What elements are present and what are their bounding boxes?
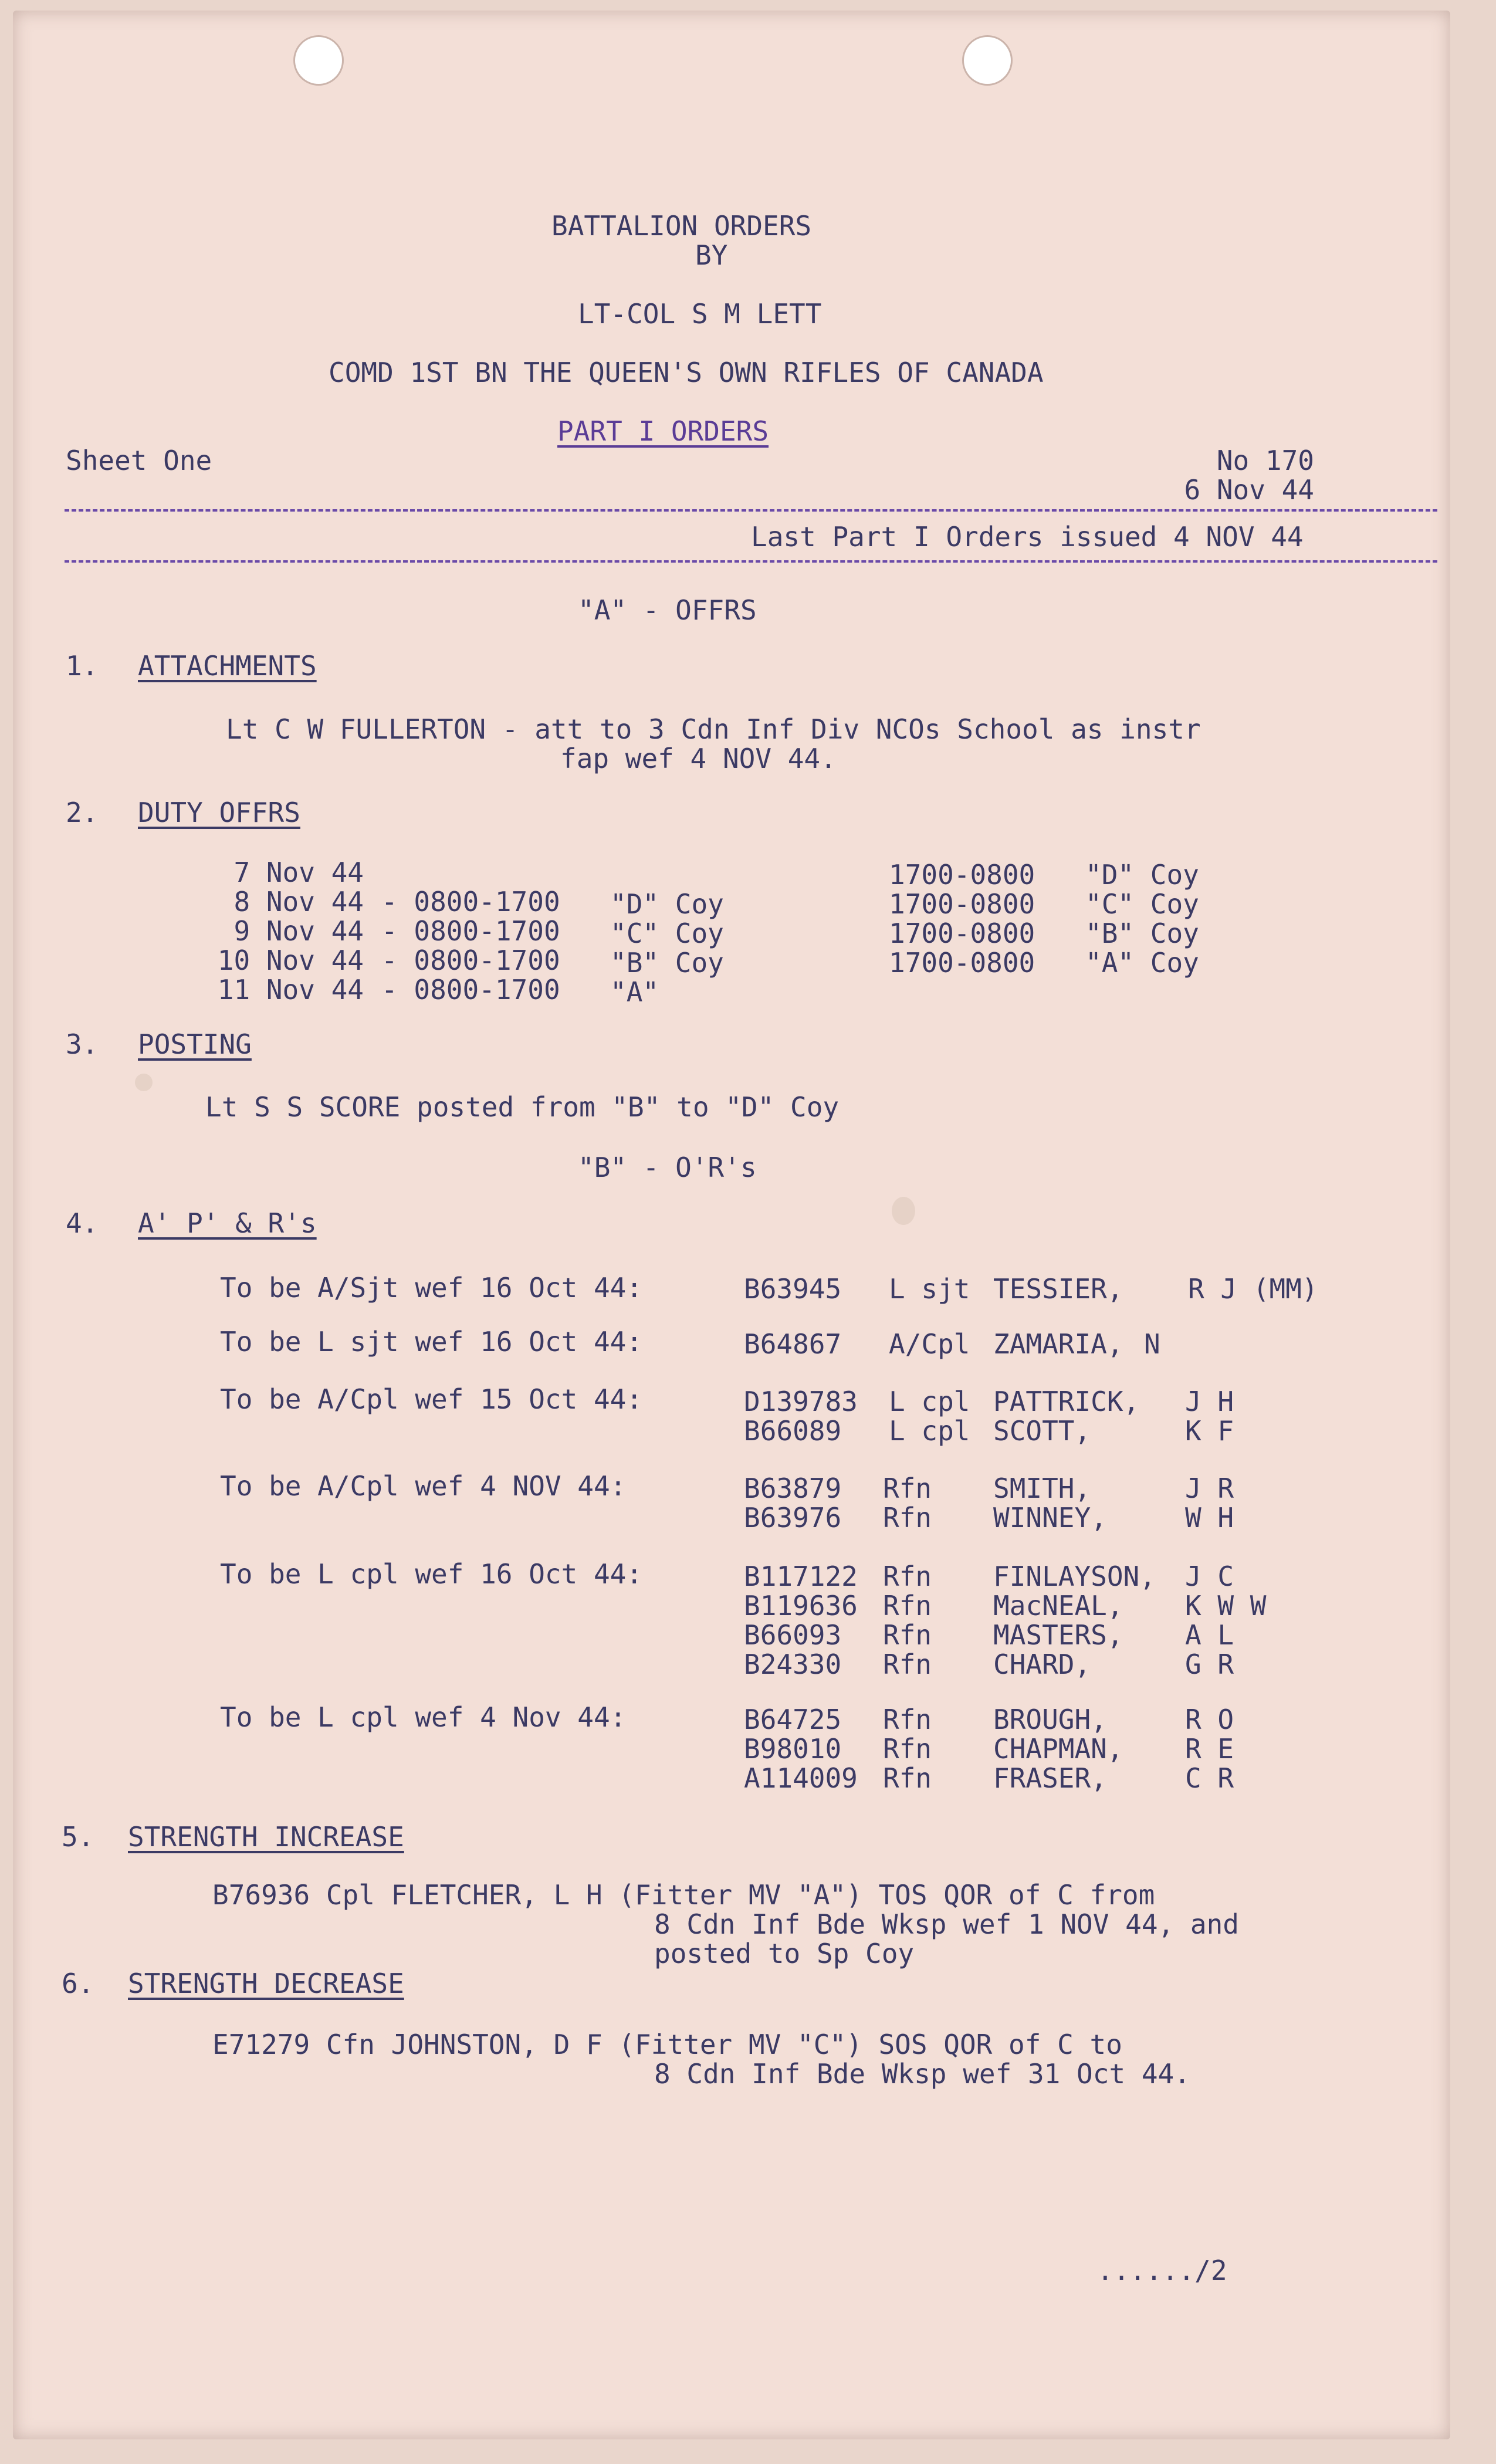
increase-line: B76936 Cpl FLETCHER, L H (Fitter MV "A") TOS QOR of C from — [212, 1879, 1155, 1911]
order-number: No 170 — [1216, 445, 1314, 476]
surname: BROUGH, — [993, 1704, 1107, 1735]
promotion-label: To be A/Cpl wef 15 Oct 44: — [220, 1383, 643, 1415]
duty-day-time: - 0800-1700 — [381, 974, 560, 1006]
duty-day-time: - 0800-1700 — [381, 886, 560, 918]
duty-night-coy: "A" Coy — [1085, 947, 1199, 979]
promotion-label: To be L cpl wef 16 Oct 44: — [220, 1558, 643, 1590]
section-number: 5. — [62, 1821, 94, 1853]
section-title-duty-offrs: DUTY OFFRS — [138, 797, 300, 828]
surname: FINLAYSON, — [993, 1561, 1156, 1592]
initials: R E — [1185, 1733, 1234, 1765]
duty-date: 8 Nov 44 — [233, 886, 364, 918]
service-number: B117122 — [744, 1561, 858, 1592]
duty-date: 9 Nov 44 — [233, 915, 364, 947]
increase-line: 8 Cdn Inf Bde Wksp wef 1 NOV 44, and — [654, 1908, 1239, 1940]
rank: L cpl — [889, 1386, 970, 1417]
initials: J C — [1185, 1561, 1234, 1592]
section-title-posting: POSTING — [138, 1028, 252, 1060]
service-number: B66089 — [744, 1415, 842, 1447]
duty-night-time: 1700-0800 — [889, 859, 1035, 891]
rank: A/Cpl — [889, 1328, 970, 1360]
service-number: B24330 — [744, 1649, 842, 1680]
duty-night-time: 1700-0800 — [889, 947, 1035, 979]
rank: Rfn — [883, 1561, 932, 1592]
rank: Rfn — [883, 1704, 932, 1735]
duty-day-coy: "C" Coy — [610, 918, 724, 949]
duty-night-time: 1700-0800 — [889, 888, 1035, 920]
section-title-strength-increase: STRENGTH INCREASE — [128, 1821, 404, 1853]
initials: N — [1144, 1328, 1160, 1360]
service-number: A114009 — [744, 1762, 858, 1794]
service-number: B64867 — [744, 1328, 842, 1360]
rank: L sjt — [889, 1273, 970, 1305]
decrease-line: E71279 Cfn JOHNSTON, D F (Fitter MV "C") SOS QOR of C to — [212, 2029, 1122, 2060]
duty-day-coy: "B" Coy — [610, 947, 724, 979]
promotion-label: To be A/Cpl wef 4 NOV 44: — [220, 1470, 627, 1502]
service-number: B63976 — [744, 1502, 842, 1534]
subheading-offrs: "A" - OFFRS — [578, 594, 757, 626]
duty-night-coy: "C" Coy — [1085, 888, 1199, 920]
surname: SCOTT, — [993, 1415, 1091, 1447]
promotion-label: To be L sjt wef 16 Oct 44: — [220, 1326, 643, 1358]
initials: G R — [1185, 1649, 1234, 1680]
section-number: 2. — [66, 797, 99, 828]
initials: R O — [1185, 1704, 1234, 1735]
rank: Rfn — [883, 1619, 932, 1651]
attachment-line: Lt C W FULLERTON - att to 3 Cdn Inf Div NCOs School as instr — [226, 713, 1201, 745]
duty-day-time: - 0800-1700 — [381, 945, 560, 976]
initials: A L — [1185, 1619, 1234, 1651]
order-date: 6 Nov 44 — [1184, 474, 1314, 506]
surname: FRASER, — [993, 1762, 1107, 1794]
header-title: BATTALION ORDERS — [551, 210, 812, 242]
decrease-line: 8 Cdn Inf Bde Wksp wef 31 Oct 44. — [654, 2058, 1190, 2090]
rank: Rfn — [883, 1762, 932, 1794]
punch-hole-left — [293, 35, 344, 86]
sheet-label: Sheet One — [66, 445, 212, 476]
posting-line: Lt S S SCORE posted from "B" to "D" Coy — [205, 1091, 840, 1123]
initials: K F — [1185, 1415, 1234, 1447]
initials: C R — [1185, 1762, 1234, 1794]
duty-night-coy: "B" Coy — [1085, 918, 1199, 949]
rank: Rfn — [883, 1733, 932, 1765]
surname: WINNEY, — [993, 1502, 1107, 1534]
surname: ZAMARIA, — [993, 1328, 1123, 1360]
section-number: 3. — [66, 1028, 99, 1060]
header-part: PART I ORDERS — [557, 415, 769, 447]
section-number: 1. — [66, 650, 99, 682]
initials: K W W — [1185, 1590, 1267, 1622]
surname: PATTRICK, — [993, 1386, 1140, 1417]
duty-night-time: 1700-0800 — [889, 918, 1035, 949]
continuation-marker: ....../2 — [1097, 2255, 1227, 2286]
duty-day-time: - 0800-1700 — [381, 915, 560, 947]
promotion-label: To be A/Sjt wef 16 Oct 44: — [220, 1272, 643, 1304]
initials: R J (MM) — [1188, 1273, 1318, 1305]
surname: TESSIER, — [993, 1273, 1123, 1305]
subheading-ors: "B" - O'R's — [578, 1152, 757, 1183]
section-title-strength-decrease: STRENGTH DECREASE — [128, 1968, 404, 1999]
attachment-line: fap wef 4 NOV 44. — [560, 743, 837, 774]
service-number: D139783 — [744, 1386, 858, 1417]
divider-top — [65, 509, 1437, 512]
last-issued: Last Part I Orders issued 4 NOV 44 — [751, 521, 1304, 553]
duty-date: 11 Nov 44 — [217, 974, 364, 1006]
initials: J R — [1185, 1473, 1234, 1504]
surname: MacNEAL, — [993, 1590, 1123, 1622]
service-number: B66093 — [744, 1619, 842, 1651]
surname: CHAPMAN, — [993, 1733, 1123, 1765]
rank: L cpl — [889, 1415, 970, 1447]
duty-day-coy: "D" Coy — [610, 888, 724, 920]
surname: CHARD, — [993, 1649, 1091, 1680]
duty-date: 7 Nov 44 — [233, 857, 364, 888]
header-unit: COMD 1ST BN THE QUEEN'S OWN RIFLES OF CANADA — [329, 357, 1044, 388]
rank: Rfn — [883, 1590, 932, 1622]
promotion-label: To be L cpl wef 4 Nov 44: — [220, 1701, 627, 1733]
punch-hole-right — [962, 35, 1013, 86]
header-by: BY — [695, 239, 728, 271]
ink-stain — [135, 1074, 153, 1091]
section-title-attachments: ATTACHMENTS — [138, 650, 317, 682]
duty-night-coy: "D" Coy — [1085, 859, 1199, 891]
service-number: B64725 — [744, 1704, 842, 1735]
ink-stain — [892, 1197, 915, 1225]
service-number: B63879 — [744, 1473, 842, 1504]
initials: W H — [1185, 1502, 1234, 1534]
service-number: B98010 — [744, 1733, 842, 1765]
rank: Rfn — [883, 1473, 932, 1504]
section-number: 6. — [62, 1968, 94, 1999]
increase-line: posted to Sp Coy — [654, 1938, 915, 1969]
duty-date: 10 Nov 44 — [217, 945, 364, 976]
surname: MASTERS, — [993, 1619, 1123, 1651]
surname: SMITH, — [993, 1473, 1091, 1504]
duty-day-coy: "A" — [610, 976, 659, 1008]
initials: J H — [1185, 1386, 1234, 1417]
divider-bottom — [65, 560, 1437, 563]
header-commander: LT-COL S M LETT — [578, 298, 822, 330]
rank: Rfn — [883, 1502, 932, 1534]
rank: Rfn — [883, 1649, 932, 1680]
section-number: 4. — [66, 1207, 99, 1239]
section-title-promotions: A' P' & R's — [138, 1207, 317, 1239]
service-number: B63945 — [744, 1273, 842, 1305]
service-number: B119636 — [744, 1590, 858, 1622]
